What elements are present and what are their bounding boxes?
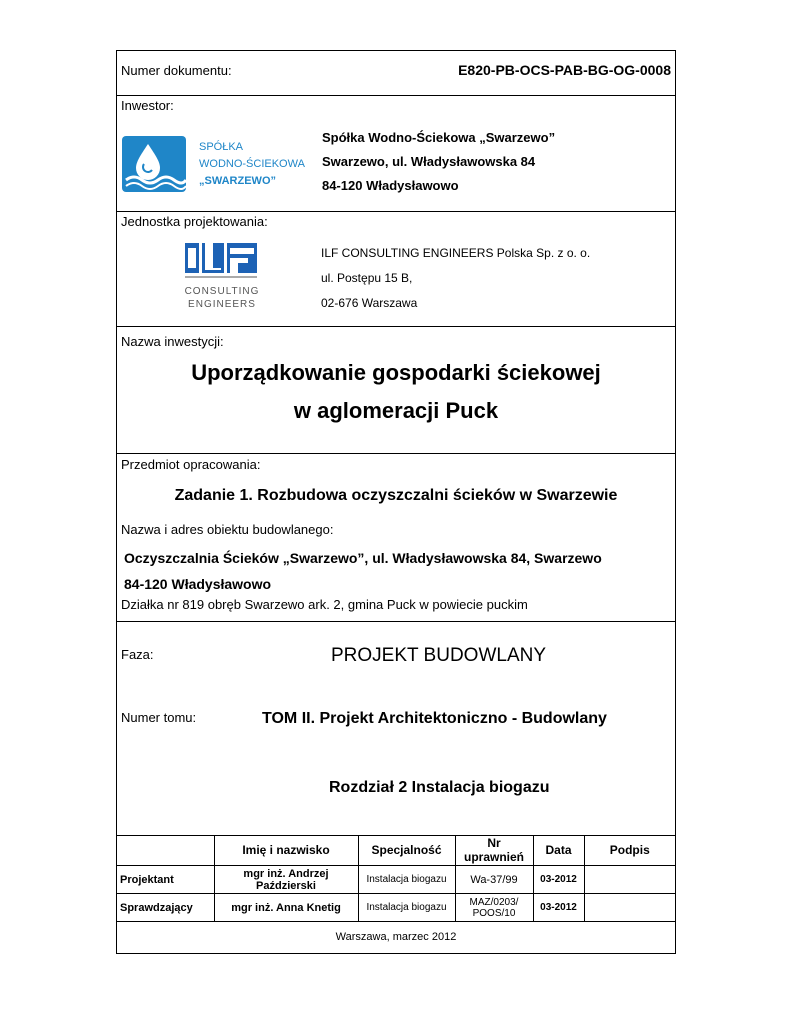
divider [117,453,675,454]
investment-title-line: w aglomeracji Puck [293,398,499,423]
table-header-cell: Podpis [584,835,675,866]
object-address-line: 84-120 Władysławowo [124,576,272,592]
logo-text-line: ENGINEERS [188,299,256,310]
divider [117,95,675,96]
role-cell: Sprawdzający [117,894,214,922]
date-cell: 03-2012 [533,866,584,894]
investment-title [117,354,675,430]
title-page-frame [116,50,676,954]
role-cell: Projektant [117,866,214,894]
design-unit-name: ILF CONSULTING ENGINEERS Polska Sp. z o. o. [321,246,591,260]
divider [117,621,675,622]
divider [117,326,675,327]
specialty-cell: Instalacja biogazu [358,894,455,922]
investor-label: Inwestor: [121,98,174,113]
design-unit-address-city: 02-676 Warszawa [321,296,418,310]
investor-details [322,126,555,198]
design-unit-details [321,241,590,316]
investment-label: Nazwa inwestycji: [121,334,224,349]
volume-label: Numer tomu: [121,710,197,725]
subject-task: Zadanie 1. Rozbudowa oczyszczalni ścieków w Swarzewie [174,487,618,504]
design-unit-label: Jednostka projektowania: [121,214,268,229]
table-header-cell: Specjalność [358,835,455,866]
footer-place-date: Warszawa, marzec 2012 [335,931,457,943]
object-address-line: Oczyszczalnia Ścieków „Swarzewo”, ul. Władysławowska 84, Swarzewo [124,550,602,566]
ilf-logo-text [179,285,265,311]
table-row [117,866,675,894]
specialty-cell: Instalacja biogazu [358,866,455,894]
logo-text-line: CONSULTING [184,286,260,297]
signature-table [117,835,675,922]
swarzewo-logo-icon [122,136,186,192]
investor-address-street: Swarzewo, ul. Władysławowska 84 [322,154,536,169]
volume-value: TOM II. Projekt Architektoniczno - Budowlany [262,710,607,727]
logo-text-line: „SWARZEWO” [199,175,276,187]
phase-label: Faza: [121,647,154,662]
document-number-value: E820-PB-OCS-PAB-BG-OG-0008 [458,62,671,78]
logo-text-line: WODNO-ŚCIEKOWA [199,158,305,170]
object-label: Nazwa i adres obiektu budowlanego: [121,522,334,537]
plot-info: Działka nr 819 obręb Swarzewo ark. 2, gmina Puck w powiecie puckim [121,597,528,612]
logo-text-line: SPÓŁKA [199,141,244,153]
name-cell: mgr inż. Anna Knetig [214,894,358,922]
license-cell: MAZ/0203/ POOS/10 [455,894,533,922]
investment-title-line: Uporządkowanie gospodarki ściekowej [191,360,601,385]
table-header-row [117,835,675,866]
investor-address-city: 84-120 Władysławowo [322,178,459,193]
table-header-cell [117,835,214,866]
subject-label: Przedmiot opracowania: [121,457,261,472]
divider [117,211,675,212]
chapter-title: Rozdział 2 Instalacja biogazu [329,779,550,796]
signature-cell [584,866,675,894]
license-cell: Wa-37/99 [455,866,533,894]
swarzewo-logo-text [199,139,305,190]
table-row [117,894,675,922]
table-header-cell: Nr uprawnień [455,835,533,866]
signature-cell [584,894,675,922]
table-header-cell: Imię i nazwisko [214,835,358,866]
table-header-cell: Data [533,835,584,866]
object-address [124,545,602,597]
design-unit-address-street: ul. Postępu 15 B, [321,271,413,285]
date-cell: 03-2012 [533,894,584,922]
phase-value: PROJEKT BUDOWLANY [331,645,547,666]
name-cell: mgr inż. Andrzej Paździerski [214,866,358,894]
investor-name: Spółka Wodno-Ściekowa „Swarzewo” [322,130,556,145]
document-number-label: Numer dokumentu: [121,63,232,78]
